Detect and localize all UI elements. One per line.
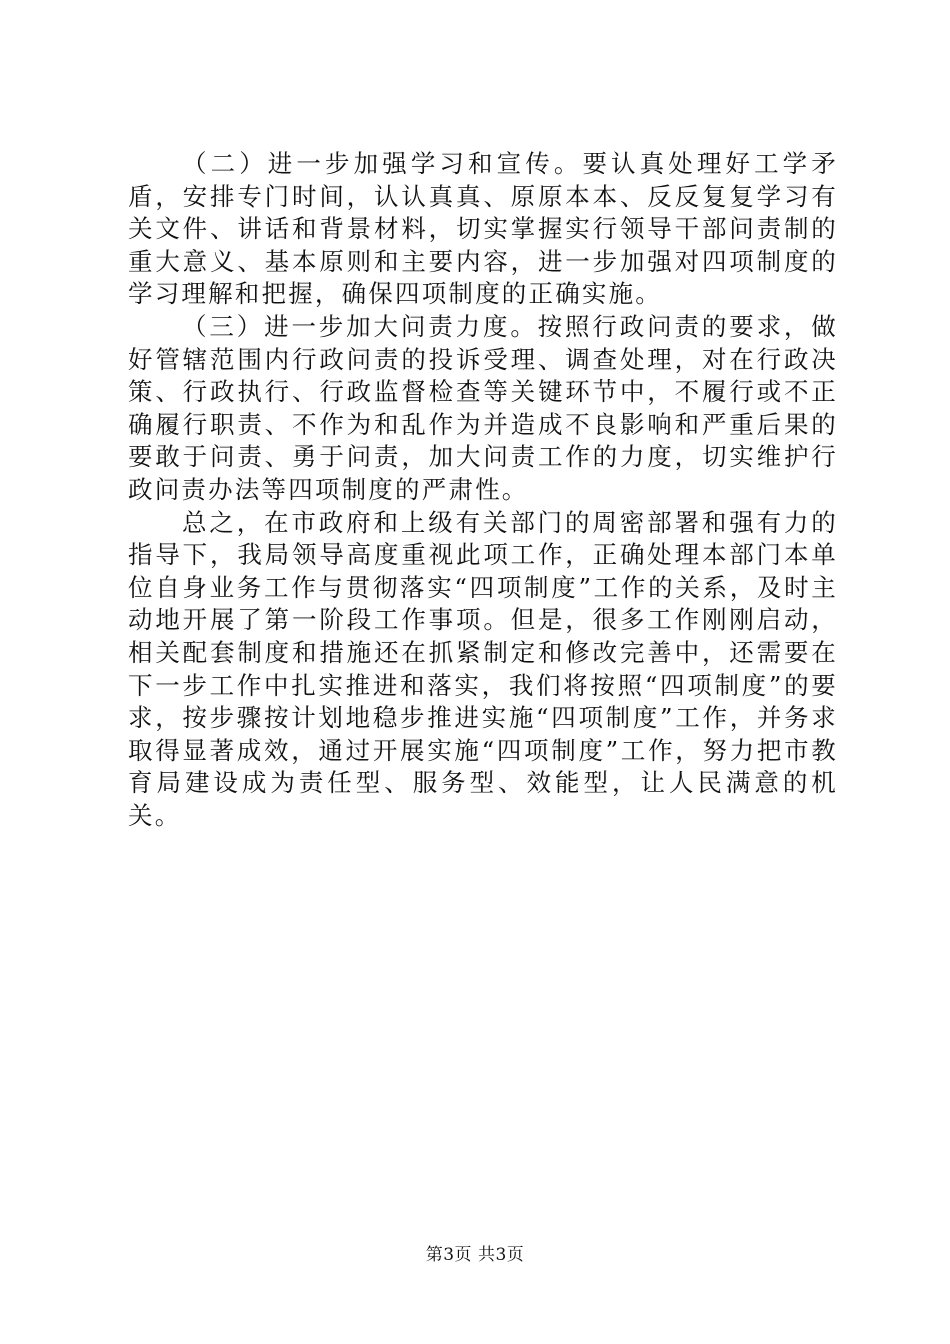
document-body	[128, 148, 838, 832]
paragraph-strengthen-study: （二）进一步加强学习和宣传。要认真处理好工学矛盾，安排专门时间，认认真真、原原本本、反反复复学习有关文件、讲话和背景材料，切实掌握实行领导干部问责制的重大意义、基本原则和主要内容，进一步加强对四项制度的学习理解和把握，确保四项制度的正确实施。	[128, 149, 838, 309]
paragraph-accountability: （三）进一步加大问责力度。按照行政问责的要求，做好管辖范围内行政问责的投诉受理、调查处理，对在行政决策、行政执行、行政监督检查等关键环节中，不履行或不正确履行职责、不作为和乱作为并造成不良影响和严重后果的要敢于问责、勇于问责，加大问责工作的力度，切实维护行政问责办法等四项制度的严肃性。	[128, 311, 838, 504]
paragraph-summary: 总之，在市政府和上级有关部门的周密部署和强有力的指导下，我局领导高度重视此项工作，正确处理本部门本单位自身业务工作与贯彻落实“四项制度”工作的关系，及时主动地开展了第一阶段工作事项。但是，很多工作刚刚启动，相关配套制度和措施还在抓紧制定和修改完善中，还需要在下一步工作中扎实推进和落实，我们将按照“四项制度”的要求，按步骤按计划地稳步推进实施“四项制度”工作，并务求取得显著成效，通过开展实施“四项制度”工作，努力把市教育局建设成为责任型、服务型、效能型，让人民满意的机关。	[128, 507, 838, 830]
page-footer	[0, 1244, 950, 1266]
page-number: 第3页 共3页	[425, 1245, 525, 1265]
